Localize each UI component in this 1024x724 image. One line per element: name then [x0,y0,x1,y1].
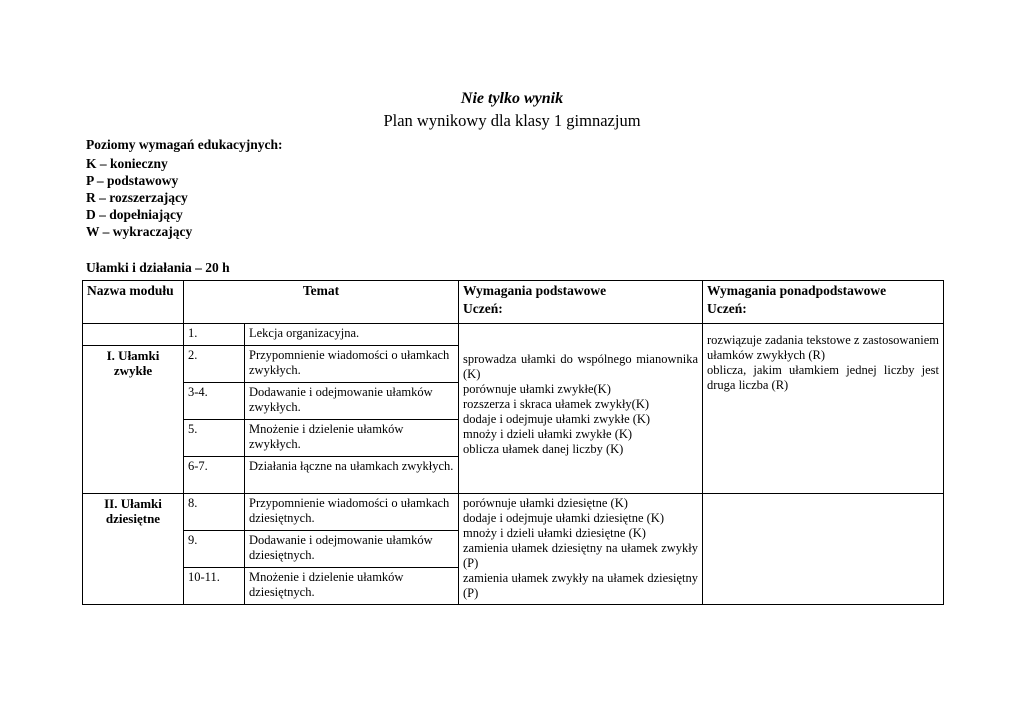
lesson-number: 3-4. [184,383,245,420]
lesson-number: 2. [184,346,245,383]
lesson-number: 10-11. [184,568,245,605]
header-advanced-sub: Uczeń: [707,301,747,316]
module2-basic-requirements [459,494,703,605]
levels-list [86,136,283,240]
header-basic-sub: Uczeń: [463,301,503,316]
lesson-topic: Dodawanie i odejmowanie ułamków dziesiętnych. [245,531,459,568]
table-row [83,494,944,531]
module2-advanced-requirements [703,494,944,605]
lesson-number: 1. [184,324,245,346]
requirement-item: mnoży i dzieli ułamki zwykłe (K) [463,427,633,441]
lesson-topic: Dodawanie i odejmowanie ułamków zwykłych. [245,383,459,420]
lesson-number: 9. [184,531,245,568]
requirement-item: sprowadza ułamki do wspólnego mianownika (K) [463,352,698,381]
section-title: Ułamki i działania – 20 h [86,260,230,275]
requirement-item: oblicza, jakim ułamkiem jednej liczby jest druga liczba (R) [707,363,939,392]
lesson-topic: Działania łączne na ułamkach zwykłych. [245,457,459,494]
lesson-number: 8. [184,494,245,531]
header-basic-label: Wymagania podstawowe [463,283,607,298]
requirement-item: oblicza ułamek danej liczby (K) [463,442,624,456]
requirement-item: mnoży i dzieli ułamki dziesiętne (K) [463,526,646,540]
header-advanced-label: Wymagania ponadpodstawowe [707,283,887,298]
plan-table [82,280,944,605]
lesson-topic: Lekcja organizacyjna. [245,324,459,346]
module-name: I. Ułamki zwykłe [83,346,184,494]
lesson-number: 6-7. [184,457,245,494]
level-item: K – konieczny [86,156,168,171]
requirement-item: rozszerza i skraca ułamek zwykły(K) [463,397,650,411]
level-item: R – rozszerzający [86,190,188,205]
requirement-item: dodaje i odejmuje ułamki dziesiętne (K) [463,511,664,525]
lesson-topic: Mnożenie i dzielenie ułamków zwykłych. [245,420,459,457]
lesson-topic: Przypomnienie wiadomości o ułamkach dziesiętnych. [245,494,459,531]
requirement-item: dodaje i odejmuje ułamki zwykłe (K) [463,412,651,426]
table-header-row [83,281,944,324]
requirement-item: zamienia ułamek zwykły na ułamek dziesiętny (P) [463,571,698,600]
table-row [83,324,944,346]
module1-basic-requirements [459,324,703,494]
module-name: II. Ułamki dziesiętne [83,494,184,605]
module1-advanced-requirements [703,324,944,494]
levels-heading: Poziomy wymagań edukacyjnych: [86,137,283,152]
document-subtitle: Plan wynikowy dla klasy 1 gimnazjum [383,111,641,130]
lesson-topic: Mnożenie i dzielenie ułamków dziesiętnych. [245,568,459,605]
header-basic [459,281,703,324]
requirement-item: porównuje ułamki zwykłe(K) [463,382,611,396]
requirement-item: porównuje ułamki dziesiętne (K) [463,496,628,510]
header-topic: Temat [184,281,459,324]
level-item: W – wykraczający [86,224,193,239]
document-title: Nie tylko wynik [460,90,564,107]
level-item: D – dopełniający [86,207,183,222]
requirement-item: zamienia ułamek dziesiętny na ułamek zwykły (P) [463,541,698,570]
empty-cell [83,324,184,346]
level-item: P – podstawowy [86,173,179,188]
requirement-item: rozwiązuje zadania tekstowe z zastosowaniem ułamków zwykłych (R) [707,333,939,362]
lesson-number: 5. [184,420,245,457]
lesson-topic: Przypomnienie wiadomości o ułamkach zwykłych. [245,346,459,383]
header-advanced [703,281,944,324]
header-module: Nazwa modułu [83,281,184,324]
